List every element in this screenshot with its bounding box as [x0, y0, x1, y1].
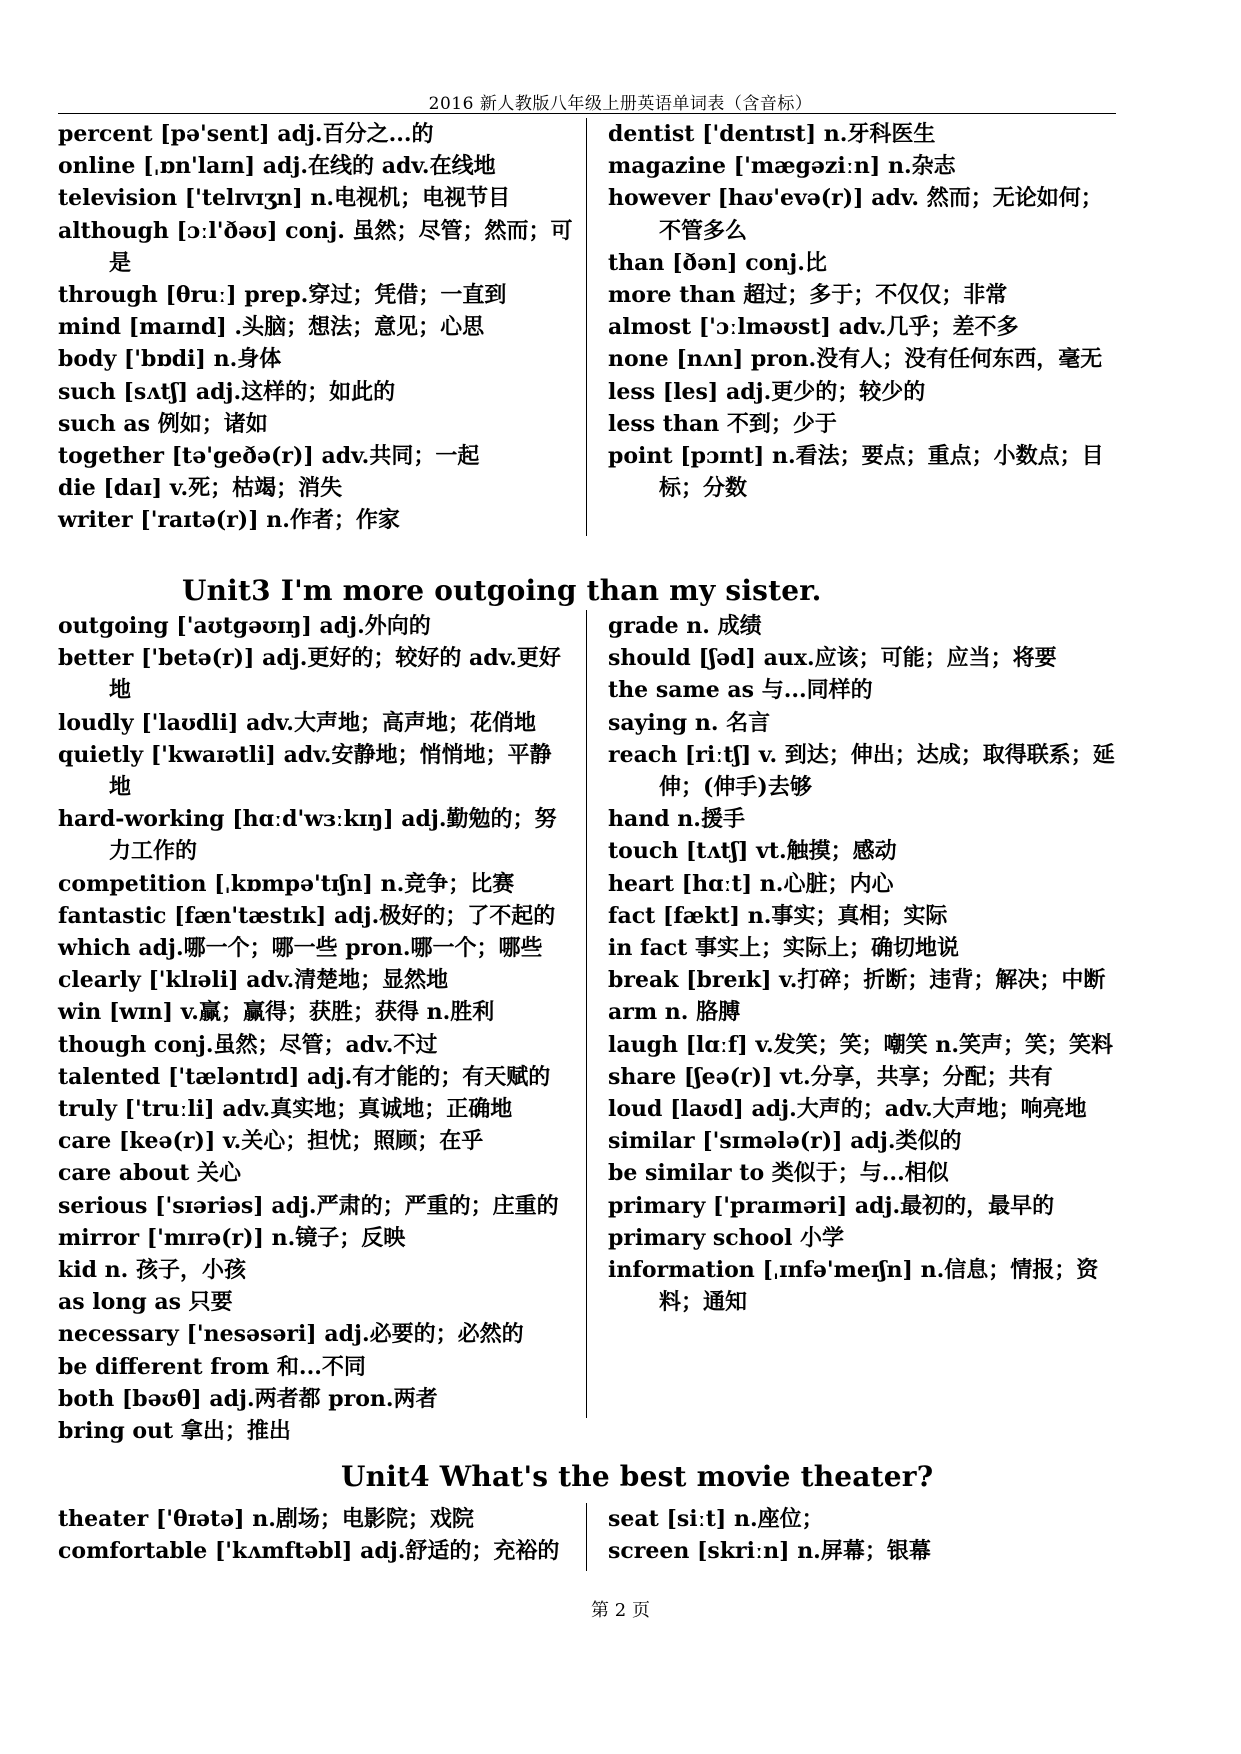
vocab-entry: though conj.虽然；尽管；adv.不过	[58, 1031, 438, 1058]
vocab-entry: although [ɔːl'ðəʊ] conj. 虽然；尽管；然而；可是	[58, 217, 573, 276]
vocab-entry: television ['telɪvɪʒn] n.电视机；电视节目	[58, 185, 511, 212]
vocab-entry: less [les] adj.更少的；较少的	[608, 378, 926, 405]
vocab-entry: talented ['tæləntɪd] adj.有才能的；有天赋的	[58, 1063, 551, 1090]
vocab-entry: fantastic [fæn'tæstɪk] adj.极好的；了不起的	[58, 902, 556, 929]
unit3-left-column	[58, 610, 573, 1447]
column-divider	[586, 1503, 587, 1571]
vocab-entry: grade n. 成绩	[608, 613, 762, 639]
vocab-entry: almost ['ɔːlməʊst] adv.几乎；差不多	[608, 314, 1019, 341]
vocab-entry: be different from 和...不同	[58, 1353, 366, 1380]
vocab-entry: online [ˌɒn'laɪn] adj.在线的 adv.在线地	[58, 153, 496, 180]
vocab-entry: hard-working [hɑːd'wɜːkɪŋ] adj.勤勉的；努力工作的	[58, 806, 557, 865]
vocab-entry: laugh [lɑːf] v.发笑；笑；嘲笑 n.笑声；笑；笑料	[608, 1031, 1113, 1058]
vocab-entry: truly ['truːli] adv.真实地；真诚地；正确地	[58, 1096, 513, 1123]
unit4-word-list	[58, 1503, 1116, 1571]
vocab-entry: however [haʊ'evə(r)] adv. 然而；无论如何；不管多么	[608, 185, 1103, 244]
unit3-title: Unit3 I'm more outgoing than my sister.	[182, 574, 822, 607]
vocab-entry: die [daɪ] v.死；枯竭；消失	[58, 475, 343, 502]
page-header: 2016 新人教版八年级上册英语单词表（含音标）	[428, 94, 813, 114]
vocab-entry: point [pɔɪnt] n.看法；要点；重点；小数点；目标；分数	[608, 443, 1104, 502]
vocab-entry: hand n.援手	[608, 806, 745, 833]
vocab-entry: such as 例如；诸如	[58, 410, 268, 437]
vocab-entry: better ['betə(r)] adj.更好的；较好的 adv.更好地	[58, 645, 561, 704]
vocab-entry: together [tə'geðə(r)] adv.共同；一起	[58, 443, 480, 470]
vocab-entry: primary ['praɪməri] adj.最初的，最早的	[608, 1192, 1055, 1219]
vocab-entry: similar ['sɪmələ(r)] adj.类似的	[608, 1128, 962, 1155]
vocab-entry: the same as 与...同样的	[608, 677, 873, 704]
column-divider	[586, 610, 587, 1418]
unit2-word-list	[58, 118, 1116, 536]
vocab-entry: dentist ['dentɪst] n.牙科医生	[608, 121, 936, 147]
vocab-entry: share [ʃeə(r)] vt.分享，共享；分配；共有	[608, 1063, 1053, 1090]
column-divider	[586, 118, 587, 536]
vocab-entry: less than 不到；少于	[608, 410, 837, 437]
vocab-entry: as long as 只要	[58, 1289, 233, 1316]
unit2-right-column	[608, 118, 1116, 504]
vocab-entry: which adj.哪一个；哪一些 pron.哪一个；哪些	[58, 935, 543, 962]
vocab-entry: arm n. 胳膊	[608, 999, 741, 1026]
vocab-entry: information [ˌɪnfə'meɪʃn] n.信息；情报；资料；通知	[608, 1257, 1099, 1316]
vocab-entry: heart [hɑːt] n.心脏；内心	[608, 870, 894, 897]
vocab-entry: kid n. 孩子，小孩	[58, 1257, 246, 1284]
vocab-entry: such [sʌtʃ] adj.这样的；如此的	[58, 378, 396, 405]
vocab-entry: more than 超过；多于；不仅仅；非常	[608, 282, 1008, 309]
vocab-entry: should [ʃəd] aux.应该；可能；应当；将要	[608, 645, 1057, 672]
vocab-entry: saying n. 名言	[608, 709, 771, 736]
vocab-entry: screen [skriːn] n.屏幕；银幕	[608, 1538, 931, 1565]
vocab-entry: fact [fækt] n.事实；真相；实际	[608, 902, 948, 929]
unit2-left-column	[58, 118, 573, 537]
vocab-entry: touch [tʌtʃ] vt.触摸；感动	[608, 838, 897, 865]
vocab-entry: care [keə(r)] v.关心；担忧；照顾；在乎	[58, 1128, 484, 1155]
vocab-entry: both [bəʊθ] adj.两者都 pron.两者	[58, 1385, 438, 1412]
vocab-entry: body ['bɒdi] n.身体	[58, 346, 282, 373]
vocab-entry: loud [laʊd] adj.大声的；adv.大声地；响亮地	[608, 1096, 1087, 1123]
vocab-entry: loudly ['laʊdli] adv.大声地；高声地；花俏地	[58, 709, 536, 736]
vocab-entry: quietly ['kwaɪətli] adv.安静地；悄悄地；平静地	[58, 741, 552, 801]
unit3-word-list	[58, 610, 1116, 1445]
vocab-entry: comfortable ['kʌmftəbl] adj.舒适的；充裕的	[58, 1538, 560, 1565]
header-rule	[58, 113, 1116, 114]
unit4-left-column	[58, 1503, 573, 1567]
unit4-right-column	[608, 1503, 1116, 1567]
vocab-entry: be similar to 类似于；与...相似	[608, 1160, 949, 1187]
vocab-entry: than [ðən] conj.比	[608, 249, 827, 276]
vocab-entry: mirror ['mɪrə(r)] n.镜子；反映	[58, 1224, 406, 1251]
vocab-entry: bring out 拿出；推出	[58, 1418, 291, 1445]
vocab-entry: percent [pə'sent] adj.百分之...的	[58, 121, 434, 147]
vocab-entry: break [breɪk] v.打碎；折断；违背；解决；中断	[608, 967, 1106, 994]
vocab-entry: theater ['θɪətə] n.剧场；电影院；戏院	[58, 1506, 474, 1532]
vocab-entry: care about 关心	[58, 1160, 242, 1187]
vocab-entry: serious ['sɪəriəs] adj.严肃的；严重的；庄重的	[58, 1192, 559, 1219]
vocab-entry: primary school 小学	[608, 1224, 845, 1251]
vocab-entry: mind [maɪnd] .头脑；想法；意见；心思	[58, 314, 485, 341]
vocab-entry: seat [siːt] n.座位；	[608, 1506, 824, 1532]
vocab-entry: win [wɪn] v.赢；赢得；获胜；获得 n.胜利	[58, 999, 495, 1026]
vocab-entry: clearly ['klɪəli] adv.清楚地；显然地	[58, 967, 449, 994]
vocab-entry: competition [ˌkɒmpə'tɪʃn] n.竞争；比赛	[58, 870, 515, 897]
vocab-entry: writer ['raɪtə(r)] n.作者；作家	[58, 507, 400, 534]
vocab-entry: magazine ['mægəziːn] n.杂志	[608, 153, 956, 180]
vocab-entry: reach [riːtʃ] v. 到达；伸出；达成；取得联系；延伸；(伸手)去够	[608, 741, 1115, 801]
vocab-entry: outgoing ['aʊtgəʊɪŋ] adj.外向的	[58, 613, 431, 639]
vocab-entry: through [θruː] prep.穿过；凭借；一直到	[58, 282, 507, 309]
page-number: 第 2 页	[591, 1600, 650, 1621]
vocab-entry: in fact 事实上；实际上；确切地说	[608, 935, 959, 962]
unit4-title: Unit4 What's the best movie theater?	[341, 1460, 934, 1493]
unit3-right-column	[608, 610, 1116, 1318]
vocab-entry: necessary ['nesəsəri] adj.必要的；必然的	[58, 1321, 524, 1348]
vocab-entry: none [nʌn] pron.没有人；没有任何东西，毫无	[608, 346, 1103, 373]
